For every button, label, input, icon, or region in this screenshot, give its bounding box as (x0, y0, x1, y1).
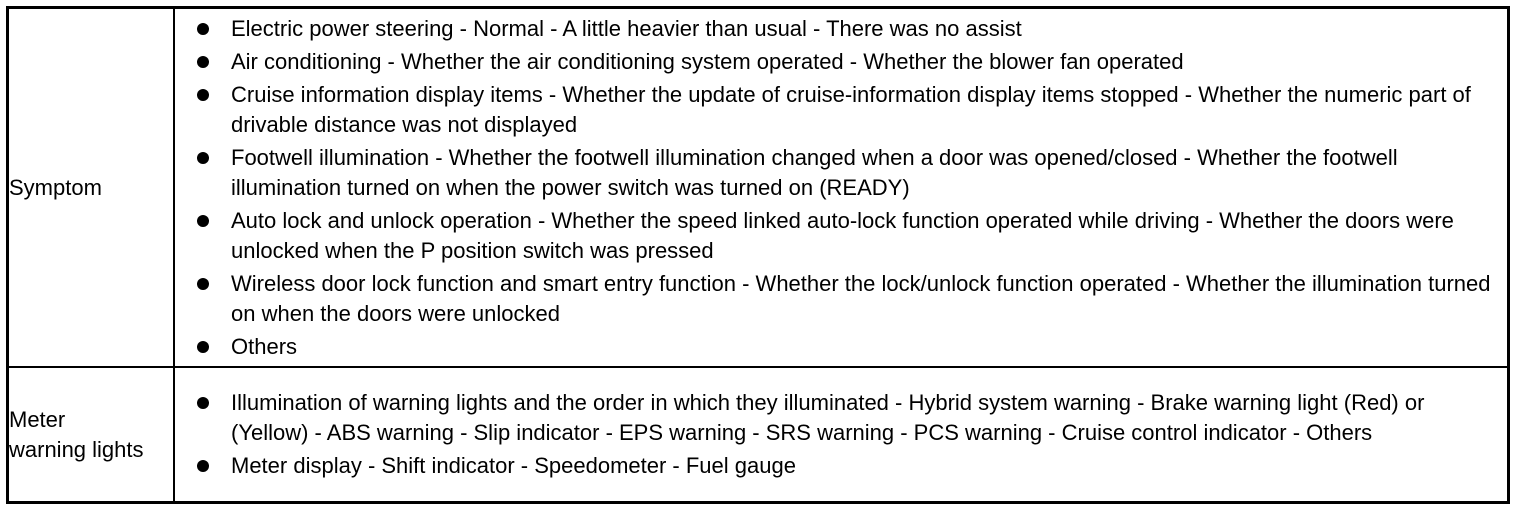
list-item-text: Air conditioning - Whether the air conditioning system operated - Whether the blower fan operated (231, 48, 1184, 74)
list-item (197, 206, 1501, 266)
bullet-icon (197, 152, 209, 164)
row-content-meter-warning-lights (174, 367, 1507, 501)
list-item (197, 14, 1501, 44)
list-item (197, 80, 1501, 140)
list-item-text: Auto lock and unlock operation - Whether the speed linked auto-lock function operated while driving - Whether the doors were unlocked when the P position switch was pressed (231, 207, 1454, 263)
bullet-list-symptom (175, 14, 1507, 362)
list-item (197, 47, 1501, 77)
row-label-symptom (9, 9, 174, 367)
list-item (197, 451, 1501, 481)
list-item-text: Illumination of warning lights and the order in which they illuminated - Hybrid system warning - Brake warning light (Red) or (Yellow) - ABS warning - Slip indicator - EPS warning - SRS warning - PCS warning - Cruise control indicator - Others (231, 390, 1425, 446)
list-item (197, 332, 1501, 362)
symptom-table-frame (6, 6, 1510, 504)
list-item (197, 143, 1501, 203)
bullet-icon (197, 56, 209, 68)
bullet-icon (197, 89, 209, 101)
list-item-text: Meter display - Shift indicator - Speedometer - Fuel gauge (231, 453, 796, 479)
bullet-icon (197, 397, 209, 409)
table-row-symptom (9, 9, 1507, 367)
row-content-symptom (174, 9, 1507, 367)
list-item-text: Electric power steering - Normal - A little heavier than usual - There was no assist (231, 15, 1022, 41)
list-item-text: Cruise information display items - Whether the update of cruise-information display items stopped - Whether the numeric part of drivable distance was not displayed (231, 81, 1471, 137)
row-label-text-line-2: warning lights (9, 436, 144, 462)
list-item-text: Footwell illumination - Whether the footwell illumination changed when a door was opened/closed - Whether the footwell illumination turned on when the power switch was turned on (READY) (231, 144, 1398, 200)
list-item-text: Others (231, 333, 298, 359)
list-item (197, 388, 1501, 448)
bullet-icon (197, 341, 209, 353)
symptom-table (9, 9, 1507, 501)
row-label-text: Symptom (9, 174, 102, 200)
bullet-icon (197, 278, 209, 290)
bullet-list-meter-warning-lights (175, 388, 1507, 481)
table-row-meter-warning-lights (9, 367, 1507, 501)
bullet-icon (197, 215, 209, 227)
list-item-text: Wireless door lock function and smart entry function - Whether the lock/unlock function operated - Whether the illumination turned on when the doors were unlocked (231, 270, 1491, 326)
row-label-text-line-1: Meter (9, 406, 66, 432)
bullet-icon (197, 460, 209, 472)
bullet-icon (197, 23, 209, 35)
row-label-meter-warning-lights (9, 367, 174, 501)
list-item (197, 269, 1501, 329)
